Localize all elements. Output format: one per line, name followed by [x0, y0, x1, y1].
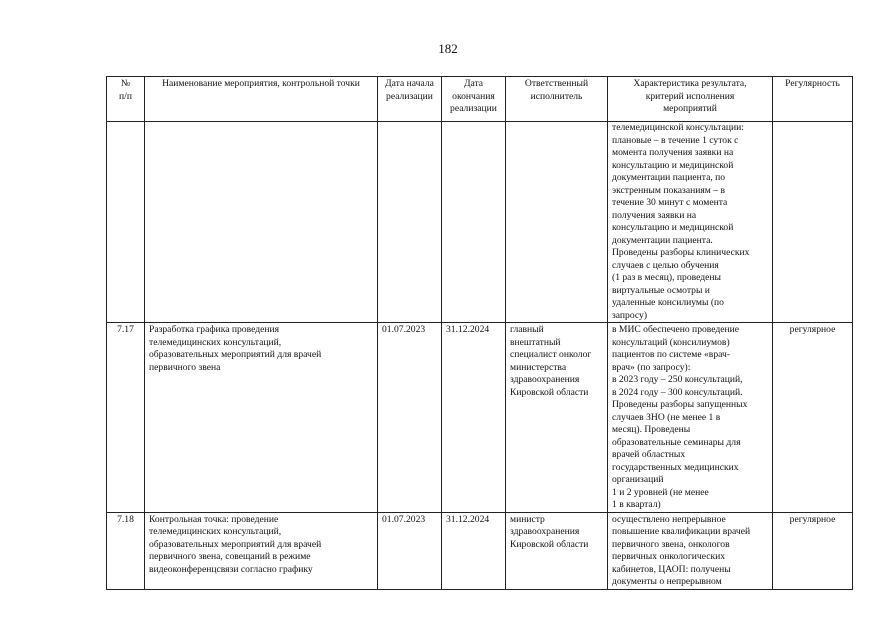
- text-line: Наименование мероприятия, контрольной точки: [162, 78, 360, 89]
- text-line: образовательных мероприятий для врачей: [149, 538, 322, 550]
- row-result: [608, 323, 773, 513]
- text-line: критерий исполнения: [645, 90, 735, 102]
- row-name: [145, 122, 378, 323]
- text-line: врачей областных: [612, 449, 686, 460]
- text-line: консультаций (консилиумов): [612, 336, 730, 348]
- page-number: 182: [438, 41, 458, 56]
- text-line: телемедицинской консультации:: [612, 122, 744, 133]
- text-line: исполнитель: [530, 90, 583, 102]
- text-line: повышение квалификации врачей: [612, 526, 751, 537]
- text-line: здравоохранения: [510, 374, 580, 385]
- table-header-row: [107, 77, 853, 122]
- text-line: организаций: [612, 474, 664, 485]
- text-line: месяц). Проведены: [612, 424, 691, 435]
- text-line: телемедицинских консультаций,: [149, 526, 282, 537]
- text-line: документы о непрерывном: [612, 576, 722, 587]
- header-regularity: [773, 77, 853, 122]
- header-num: [107, 77, 145, 122]
- table-row: [107, 122, 853, 323]
- row-start-date: 01.07.2023: [378, 512, 442, 589]
- table-row: [107, 512, 853, 589]
- row-regularity: регулярное: [773, 512, 853, 589]
- text-line: Проведены разборы запущенных: [612, 399, 748, 410]
- text-line: кабинетов, ЦАОП: получены: [612, 563, 731, 575]
- text-line: №: [120, 78, 131, 89]
- text-line: в 2024 году – 300 консультаций.: [612, 386, 743, 398]
- text-line: осуществлено непрерывное: [612, 513, 726, 525]
- text-line: запросу): [612, 309, 648, 321]
- text-line: первичного звена: [149, 361, 221, 373]
- header-executor: [506, 77, 608, 122]
- text-line: Характеристика результата,: [633, 78, 747, 89]
- row-name: [145, 512, 378, 589]
- text-line: (1 раз в месяц), проведены: [612, 272, 721, 283]
- text-line: Регулярность: [785, 78, 840, 89]
- text-line: документации пациента.: [612, 234, 713, 246]
- header-name: [145, 77, 378, 122]
- text-line: случаев ЗНО (не менее 1 в: [612, 411, 721, 423]
- text-line: мероприятий: [663, 103, 717, 114]
- row-executor: [506, 122, 608, 323]
- text-line: консультацию и медицинской: [612, 159, 734, 171]
- row-number: [107, 122, 145, 323]
- text-line: пациентов по системе «врач-: [612, 349, 731, 360]
- row-end-date: [442, 122, 506, 323]
- text-line: государственных медицинских: [612, 461, 739, 473]
- text-line: удаленные консилиумы (по: [612, 297, 724, 308]
- text-line: в 2023 году – 250 консультаций,: [612, 374, 743, 385]
- text-line: специалист онколог: [510, 349, 592, 360]
- text-line: первичного звена, онкологов: [612, 538, 730, 550]
- text-line: Проведены разборы клинических: [612, 247, 750, 258]
- plan-table: [106, 76, 853, 590]
- text-line: министр: [510, 513, 545, 525]
- text-line: в МИС обеспечено проведение: [612, 324, 740, 335]
- text-line: внештатный: [510, 336, 561, 348]
- row-start-date: 01.07.2023: [378, 323, 442, 513]
- row-number: 7.17: [107, 323, 145, 513]
- text-line: окончания: [452, 90, 495, 102]
- row-end-date: 31.12.2024: [442, 512, 506, 589]
- table-row: [107, 323, 853, 513]
- text-line: Кировской области: [510, 538, 589, 550]
- text-line: образовательные семинары для: [612, 436, 741, 448]
- text-line: виртуальные осмотры и: [612, 284, 710, 296]
- header-end-date: [442, 77, 506, 122]
- row-regularity: [773, 122, 853, 323]
- text-line: реализации: [450, 103, 497, 114]
- text-line: Дата начала: [385, 78, 434, 89]
- row-result: [608, 122, 773, 323]
- text-line: 1 и 2 уровней (не менее: [612, 486, 709, 498]
- row-result: [608, 512, 773, 589]
- text-line: врач» (по запросу):: [612, 361, 691, 373]
- text-line: здравоохранения: [510, 526, 580, 537]
- header-result: [608, 77, 773, 122]
- row-end-date: 31.12.2024: [442, 323, 506, 513]
- text-line: Кировской области: [510, 386, 589, 398]
- text-line: консультацию и медицинской: [612, 222, 734, 233]
- text-line: главный: [510, 324, 544, 335]
- text-line: Контрольная точка: проведение: [149, 513, 279, 525]
- text-line: документации пациента, по: [612, 172, 726, 183]
- row-name: [145, 323, 378, 513]
- text-line: первичного звена, совещаний в режиме: [149, 551, 311, 562]
- row-number: 7.18: [107, 512, 145, 589]
- text-line: видеоконференцсвязи согласно графику: [149, 563, 313, 575]
- text-line: реализации: [386, 90, 433, 102]
- text-line: Ответственный: [524, 78, 589, 89]
- text-line: первичных онкологических: [612, 551, 726, 562]
- text-line: телемедицинских консультаций,: [149, 336, 282, 348]
- text-line: образовательных мероприятий для врачей: [149, 349, 322, 360]
- text-line: Разработка графика проведения: [149, 324, 280, 335]
- text-line: министерства: [510, 361, 567, 373]
- header-start-date: [378, 77, 442, 122]
- text-line: получения заявки на: [612, 209, 697, 221]
- text-line: случаев с целью обучения: [612, 259, 719, 271]
- text-line: п/п: [119, 90, 132, 102]
- text-line: 1 в квартал): [612, 499, 661, 510]
- text-line: плановые – в течение 1 суток с: [612, 134, 739, 146]
- text-line: момента получения заявки на: [612, 147, 734, 158]
- text-line: экстренным показаниям – в: [612, 184, 725, 196]
- row-regularity: регулярное: [773, 323, 853, 513]
- row-executor: [506, 323, 608, 513]
- text-line: Дата: [463, 78, 484, 89]
- row-start-date: [378, 122, 442, 323]
- row-executor: [506, 512, 608, 589]
- text-line: течение 30 минут с момента: [612, 197, 728, 208]
